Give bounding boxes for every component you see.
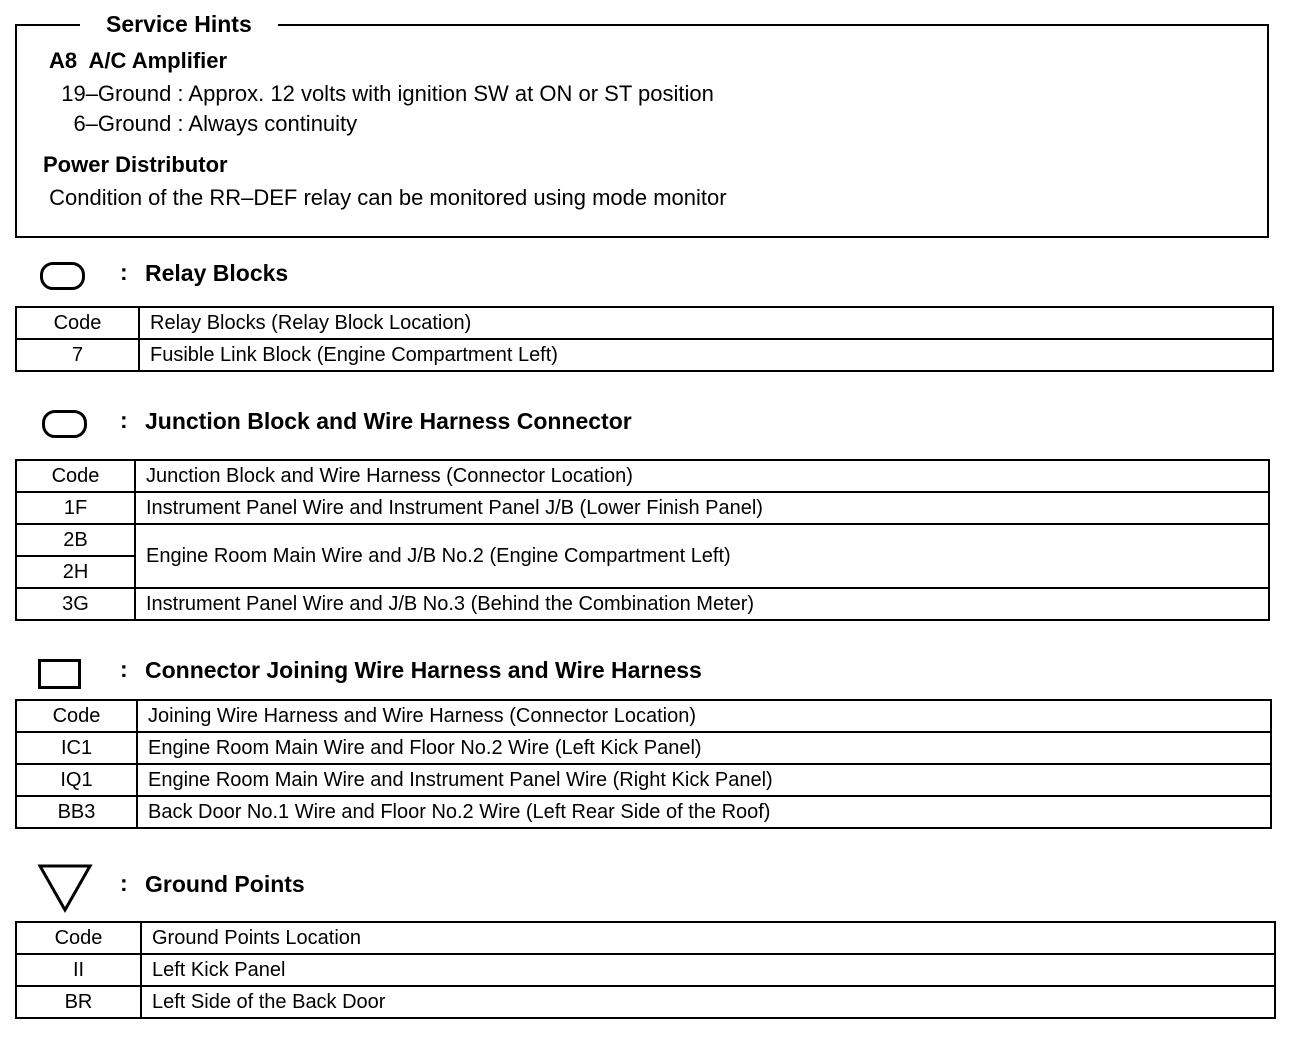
code-header: Code xyxy=(16,700,137,732)
code-cell: 3G xyxy=(16,588,135,620)
location-header: Relay Blocks (Relay Block Location) xyxy=(139,307,1273,339)
table-row xyxy=(16,732,1271,764)
hint-line-rr-def: Condition of the RR–DEF relay can be monitored using mode monitor xyxy=(43,185,727,210)
location-cell: Engine Room Main Wire and J/B No.2 (Engine Compartment Left) xyxy=(135,524,1269,588)
code-cell: 2H xyxy=(16,556,135,588)
junction-block-table xyxy=(15,459,1270,621)
code-cell: 7 xyxy=(16,339,139,371)
ground-points-table xyxy=(15,921,1276,1019)
table-row xyxy=(16,339,1273,371)
location-cell: Instrument Panel Wire and Instrument Panel J/B (Lower Finish Panel) xyxy=(135,492,1269,524)
code-header: Code xyxy=(16,922,141,954)
section-title-connector-joining: Connector Joining Wire Harness and Wire Harness xyxy=(145,657,702,683)
code-cell: II xyxy=(16,954,141,986)
rounded-rect-icon xyxy=(42,410,87,438)
table-row xyxy=(16,588,1269,620)
table-header-row xyxy=(16,307,1273,339)
section-colon: : xyxy=(120,259,128,285)
location-cell: Left Side of the Back Door xyxy=(141,986,1275,1018)
table-row xyxy=(16,986,1275,1018)
section-title-ground-points: Ground Points xyxy=(145,871,305,897)
section-colon: : xyxy=(120,407,128,433)
table-row xyxy=(16,524,1269,556)
service-hints-title: Service Hints xyxy=(80,9,278,39)
code-cell: 2B xyxy=(16,524,135,556)
rectangle-icon xyxy=(38,659,81,689)
table-row xyxy=(16,796,1271,828)
relay-blocks-table xyxy=(15,306,1274,372)
code-cell: BR xyxy=(16,986,141,1018)
hint-heading-power-distributor: Power Distributor xyxy=(43,152,228,177)
location-header: Ground Points Location xyxy=(141,922,1275,954)
connector-joining-table xyxy=(15,699,1272,829)
section-colon: : xyxy=(120,870,128,896)
code-header: Code xyxy=(16,307,139,339)
down-triangle-icon xyxy=(36,862,96,914)
rounded-rect-icon xyxy=(40,262,85,290)
section-colon: : xyxy=(120,656,128,682)
hint-line-19-ground: 19–Ground : Approx. 12 volts with ignition SW at ON or ST position xyxy=(49,81,714,106)
section-title-relay-blocks: Relay Blocks xyxy=(145,260,289,286)
location-cell: Engine Room Main Wire and Instrument Panel Wire (Right Kick Panel) xyxy=(137,764,1271,796)
location-cell: Engine Room Main Wire and Floor No.2 Wire (Left Kick Panel) xyxy=(137,732,1271,764)
table-row xyxy=(16,764,1271,796)
table-header-row xyxy=(16,460,1269,492)
table-header-row xyxy=(16,922,1275,954)
location-header: Joining Wire Harness and Wire Harness (Connector Location) xyxy=(137,700,1271,732)
location-cell: Left Kick Panel xyxy=(141,954,1275,986)
table-row xyxy=(16,492,1269,524)
table-header-row xyxy=(16,700,1271,732)
code-cell: BB3 xyxy=(16,796,137,828)
hint-heading-a8: A8 A/C Amplifier xyxy=(49,48,228,73)
hint-line-6-ground: 6–Ground : Always continuity xyxy=(49,111,358,136)
code-cell: 1F xyxy=(16,492,135,524)
location-cell: Fusible Link Block (Engine Compartment Left) xyxy=(139,339,1273,371)
table-row xyxy=(16,954,1275,986)
location-header: Junction Block and Wire Harness (Connector Location) xyxy=(135,460,1269,492)
code-cell: IQ1 xyxy=(16,764,137,796)
code-cell: IC1 xyxy=(16,732,137,764)
code-header: Code xyxy=(16,460,135,492)
location-cell: Instrument Panel Wire and J/B No.3 (Behind the Combination Meter) xyxy=(135,588,1269,620)
location-cell: Back Door No.1 Wire and Floor No.2 Wire (Left Rear Side of the Roof) xyxy=(137,796,1271,828)
section-title-junction-block: Junction Block and Wire Harness Connector xyxy=(145,408,632,434)
